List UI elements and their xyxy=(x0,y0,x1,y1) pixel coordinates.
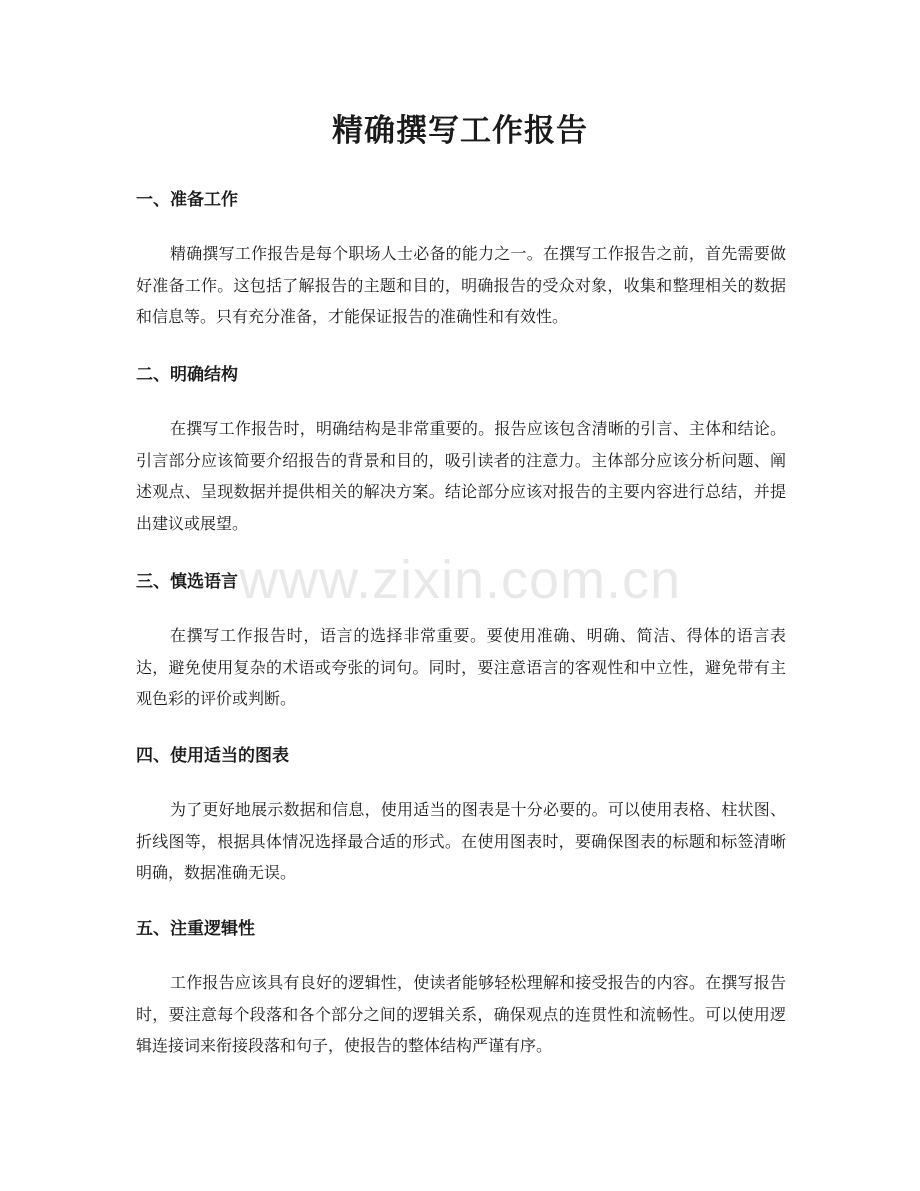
section-heading: 三、慎选语言 xyxy=(136,572,238,592)
section-paragraph: 为了更好地展示数据和信息，使用适当的图表是十分必要的。可以使用表格、柱状图、折线图等，根据具体情况选择最合适的形式。在使用图表时，要确保图表的标题和标签清晰明确，数据准确无误。 xyxy=(136,800,786,882)
section-heading: 五、注重逻辑性 xyxy=(136,919,255,939)
section-preparation xyxy=(136,186,786,333)
section-charts xyxy=(136,742,786,889)
watermark: www.zixin.com.cn xyxy=(238,550,682,610)
section-language xyxy=(136,568,786,715)
section-paragraph: 在撰写工作报告时，语言的选择非常重要。要使用准确、明确、简洁、得体的语言表达，避免使用复杂的术语或夸张的词句。同时，要注意语言的客观性和中立性，避免带有主观色彩的评价或判断。 xyxy=(136,626,786,708)
section-heading: 一、准备工作 xyxy=(136,190,238,210)
section-paragraph: 在撰写工作报告时，明确结构是非常重要的。报告应该包含清晰的引言、主体和结论。引言部分应该简要介绍报告的背景和目的，吸引读者的注意力。主体部分应该分析问题、阐述观点、呈现数据并提供相关的解决方案。结论部分应该对报告的主要内容进行总结，并提出建议或展望。 xyxy=(136,419,786,533)
section-heading: 二、明确结构 xyxy=(136,365,238,385)
section-logic xyxy=(136,915,786,1062)
page-title: 精确撰写工作报告 xyxy=(332,113,588,149)
section-paragraph: 精确撰写工作报告是每个职场人士必备的能力之一。在撰写工作报告之前，首先需要做好准备工作。这包括了解报告的主题和目的，明确报告的受众对象，收集和整理相关的数据和信息等。只有充分准备，才能保证报告的准确性和有效性。 xyxy=(136,244,786,326)
section-paragraph: 工作报告应该具有良好的逻辑性，使读者能够轻松理解和接受报告的内容。在撰写报告时，要注意每个段落和各个部分之间的逻辑关系，确保观点的连贯性和流畅性。可以使用逻辑连接词来衔接段落和句子，使报告的整体结构严谨有序。 xyxy=(136,973,786,1055)
section-structure xyxy=(136,361,786,539)
section-heading: 四、使用适当的图表 xyxy=(136,746,289,766)
